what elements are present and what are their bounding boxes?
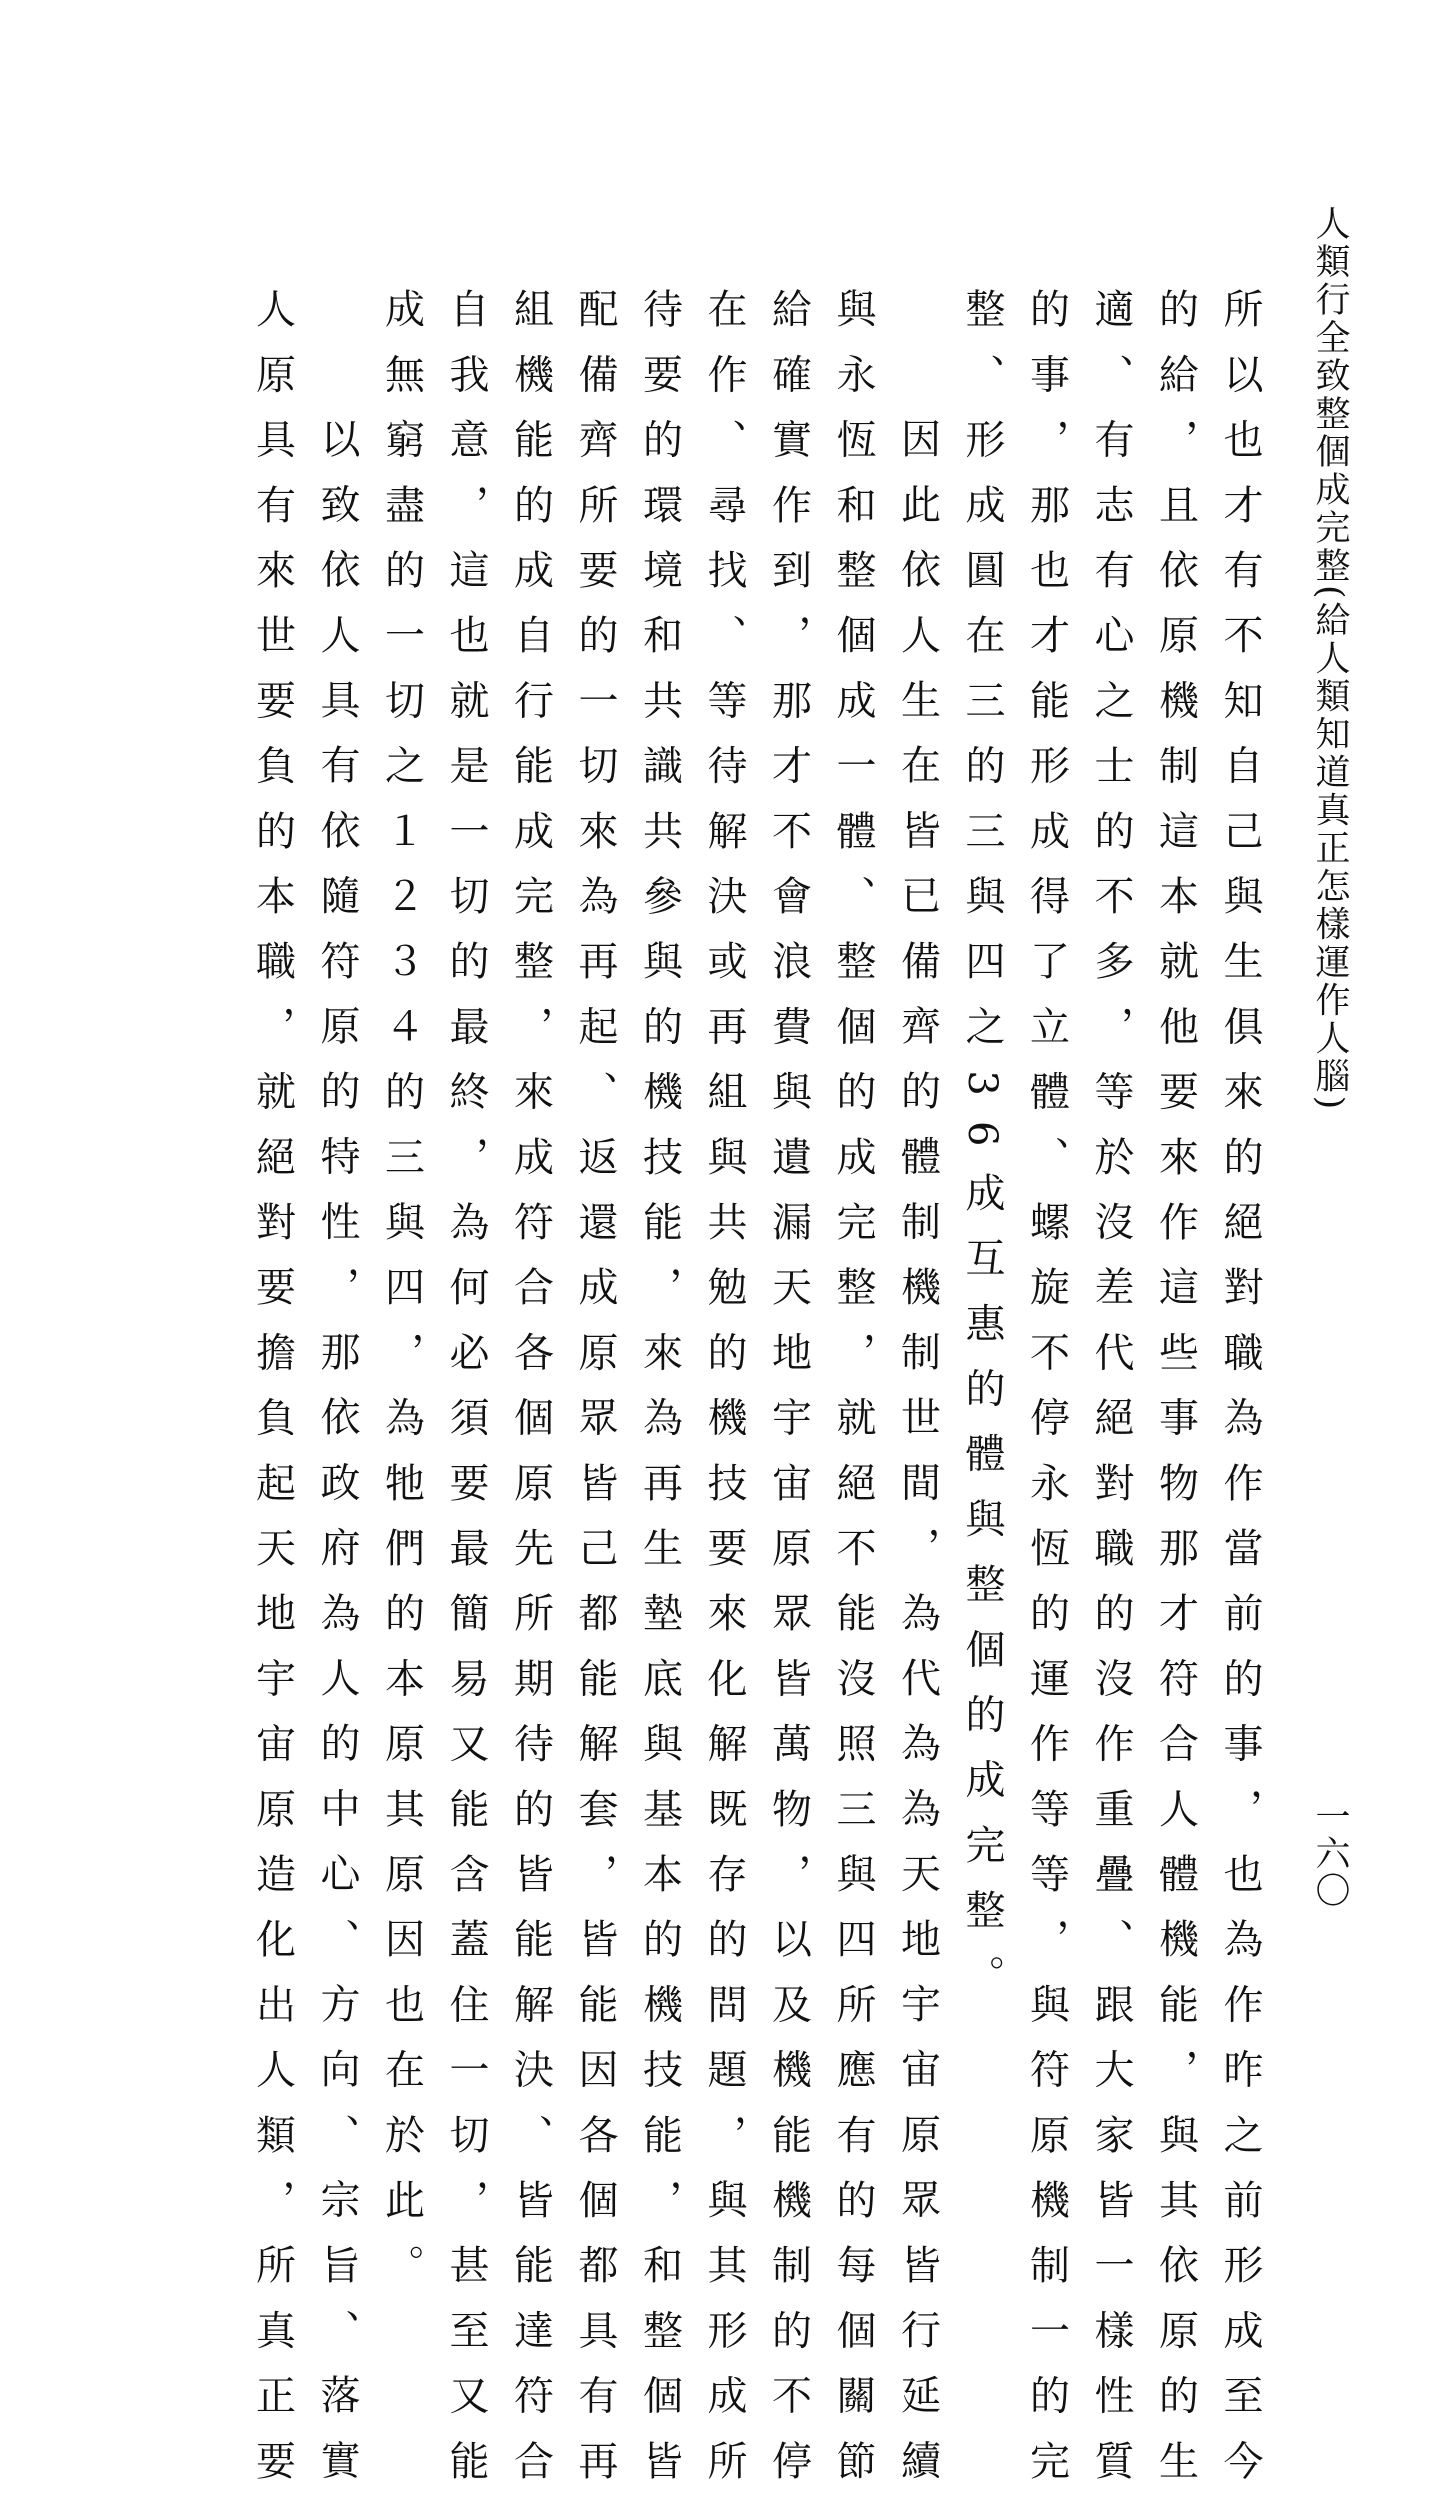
text-column: 人原具有來世要負的本職，就絕對要擔負起天地宇宙原造化出人類，所真正要 [249, 288, 296, 2505]
text-column: 在作、尋找、等待解決或再組與共勉的機技要來化解既存的問題，與其形成所 [701, 288, 747, 2505]
text-column: 以致依人具有依隨符原的特性，那依政府為人的中心、方向、宗旨、落實 [314, 418, 360, 2505]
text-column: 所以也才有不知自己與生俱來的絕對職為作當前的事，也為作昨之前形成至今 [1217, 288, 1263, 2505]
text-column: 適、有志有心之士的不多，等於沒差代絕對職的沒作重疊、跟大家皆一樣性質 [1088, 288, 1134, 2505]
text-column: 給確實作到，那才不會浪費與遺漏天地宇宙原眾皆萬物，以及機能機制的不停 [765, 288, 812, 2505]
text-column: 與永恆和整個成一體、整個的成完整，就絕不能沒照三與四所應有的每個關節 [830, 288, 876, 2505]
text-column: 因此依人生在皆已備齊的體制機制世間，為代為為天地宇宙原眾皆行延續 [894, 418, 941, 2505]
text-column: 的給，且依原機制這本就他要來作這些事物那才符合人體機能，與其依原的生 [1152, 288, 1199, 2505]
text-column: 的事，那也才能形成得了立體、螺旋不停永恆的運作等等，與符原機制一的完 [1023, 288, 1070, 2505]
body-text [192, 288, 1272, 2505]
text-column: 自我意，這也就是一切的最終，為何必須要最簡易又能含蓋住一切，甚至又能 [443, 288, 489, 2505]
page-number: 一六〇 [1310, 1798, 1350, 1909]
text-column: 整、形成圓在三的三與四之36成互惠的體與整個的成完整。 [959, 288, 1005, 2020]
text-column: 組機能的成自行能成完整，來成符合各個原先所期待的皆能解決、皆能達符合 [507, 288, 554, 2505]
text-column: 成無窮盡的一切之１２３４的三與四，為牠們的本原其原因也在於此。 [378, 288, 425, 2310]
text-column: 待要的環境和共識共參與的機技能，來為再生墊底與基本的機技能，和整個皆 [636, 288, 683, 2505]
running-header: 人類行全致整個成完整(給人類知道真正怎樣運作人腦) [1310, 205, 1350, 1113]
text-column: 配備齊所要的一切來為再起、返還成原眾皆己都能解套，皆能因各個都具有再 [572, 288, 618, 2505]
